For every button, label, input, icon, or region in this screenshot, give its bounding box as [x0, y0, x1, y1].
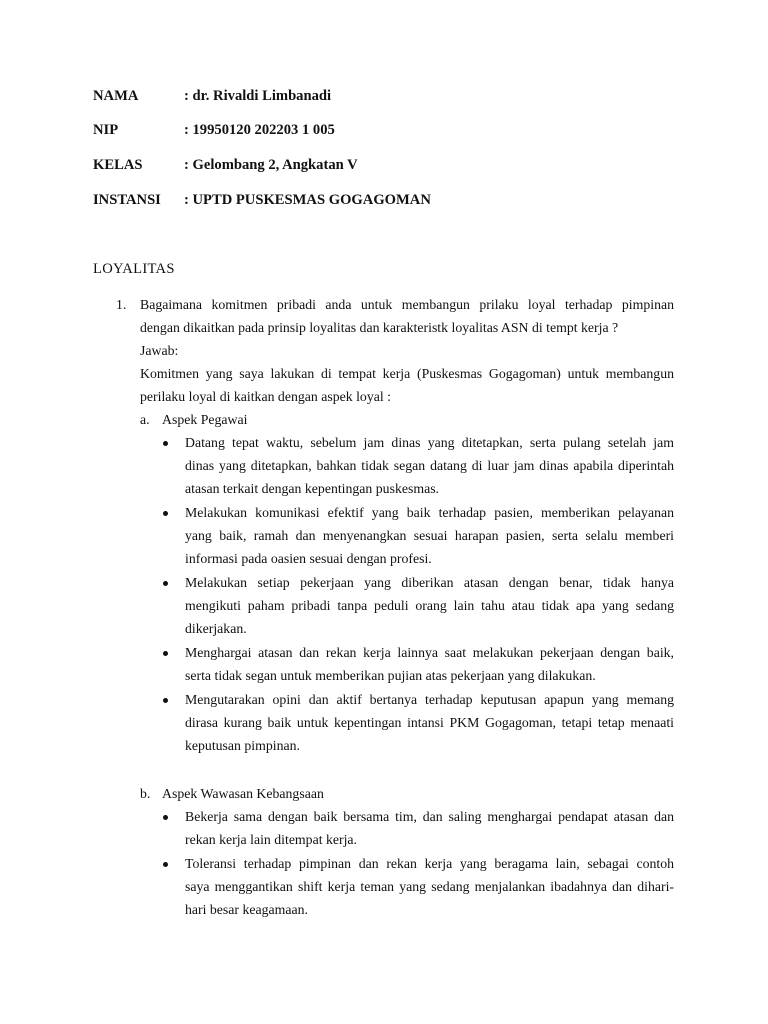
bullet-dot	[163, 511, 168, 516]
bullet-dot	[163, 862, 168, 867]
bullet-line: Menghargai atasan dan rekan kerja lainnya saat melakukan pekerjaan dengan baik,	[185, 645, 674, 660]
bullet-dot	[163, 651, 168, 656]
bullet-line: Datang tepat waktu, sebelum jam dinas yang ditetapkan, serta pulang setelah jam	[185, 435, 674, 450]
section-title: LOYALITAS	[93, 261, 175, 277]
bullet-dot	[163, 441, 168, 446]
instansi-value: : UPTD PUSKESMAS GOGAGOMAN	[184, 192, 431, 208]
answer-label: Jawab:	[140, 343, 179, 358]
answer-intro-line: perilaku loyal di kaitkan dengan aspek loyal :	[140, 389, 391, 404]
bullet-line: hari besar keagamaan.	[185, 902, 308, 917]
bullet-line: Toleransi terhadap pimpinan dan rekan kerja yang beragama lain, sebagai contoh	[185, 856, 674, 871]
sub-a-marker: a.	[140, 412, 150, 427]
bullet-dot	[163, 698, 168, 703]
bullet-dot	[163, 815, 168, 820]
bullet-line: keputusan pimpinan.	[185, 738, 300, 753]
bullet-line: dinas yang ditetapkan, bahkan tidak segan datang di luar jam dinas apabila diperintah	[185, 458, 674, 473]
bullet-line: yang baik, ramah dan menyenangkan sesuai harapan pasien, serta selalu memberi	[185, 528, 674, 543]
nip-value: : 19950120 202203 1 005	[184, 122, 335, 138]
bullet-line: informasi pada oasien sesuai dengan profesi.	[185, 551, 432, 566]
bullet-line: serta tidak segan untuk memberikan pujian atas pekerjaan yang dilakukan.	[185, 668, 596, 683]
bullet-line: mengikuti paham pribadi tanpa peduli orang lain tahu atau tidak apa yang sedang	[185, 598, 674, 613]
instansi-label: INSTANSI	[93, 192, 161, 208]
sub-b-title: Aspek Wawasan Kebangsaan	[162, 786, 324, 801]
kelas-label: KELAS	[93, 157, 143, 173]
bullet-line: dirasa kurang baik untuk kepentingan intansi PKM Gogagoman, tetapi tetap menaati	[185, 715, 674, 730]
kelas-value: : Gelombang 2, Angkatan V	[184, 157, 358, 173]
bullet-line: saya menggantikan shift kerja teman yang sedang menjalankan ibadahnya dan dihari-	[185, 879, 674, 894]
sub-b-marker: b.	[140, 786, 151, 801]
bullet-line: rekan kerja lain ditempat kerja.	[185, 832, 357, 847]
bullet-dot	[163, 581, 168, 586]
question-line: Bagaimana komitmen pribadi anda untuk membangun prilaku loyal terhadap pimpinan	[140, 297, 674, 312]
bullet-line: Melakukan setiap pekerjaan yang diberikan atasan dengan benar, tidak hanya	[185, 575, 674, 590]
bullet-line: Bekerja sama dengan baik bersama tim, dan saling menghargai pendapat atasan dan	[185, 809, 674, 824]
bullet-line: atasan terkait dengan kepentingan puskesmas.	[185, 481, 440, 496]
question-number: 1.	[116, 297, 127, 312]
nama-label: NAMA	[93, 88, 139, 104]
nama-value: : dr. Rivaldi Limbanadi	[184, 88, 332, 104]
answer-intro-line: Komitmen yang saya lakukan di tempat kerja (Puskesmas Gogagoman) untuk membangun	[140, 366, 674, 381]
question-line: dengan dikaitkan pada prinsip loyalitas dan karakteristk loyalitas ASN di tempt kerja ?	[140, 320, 619, 335]
bullet-line: dikerjakan.	[185, 621, 247, 636]
bullet-line: Mengutarakan opini dan aktif bertanya terhadap keputusan apapun yang memang	[185, 692, 674, 707]
nip-label: NIP	[93, 122, 119, 138]
sub-a-title: Aspek Pegawai	[162, 412, 248, 427]
bullet-line: Melakukan komunikasi efektif yang baik terhadap pasien, memberikan pelayanan	[185, 505, 674, 520]
